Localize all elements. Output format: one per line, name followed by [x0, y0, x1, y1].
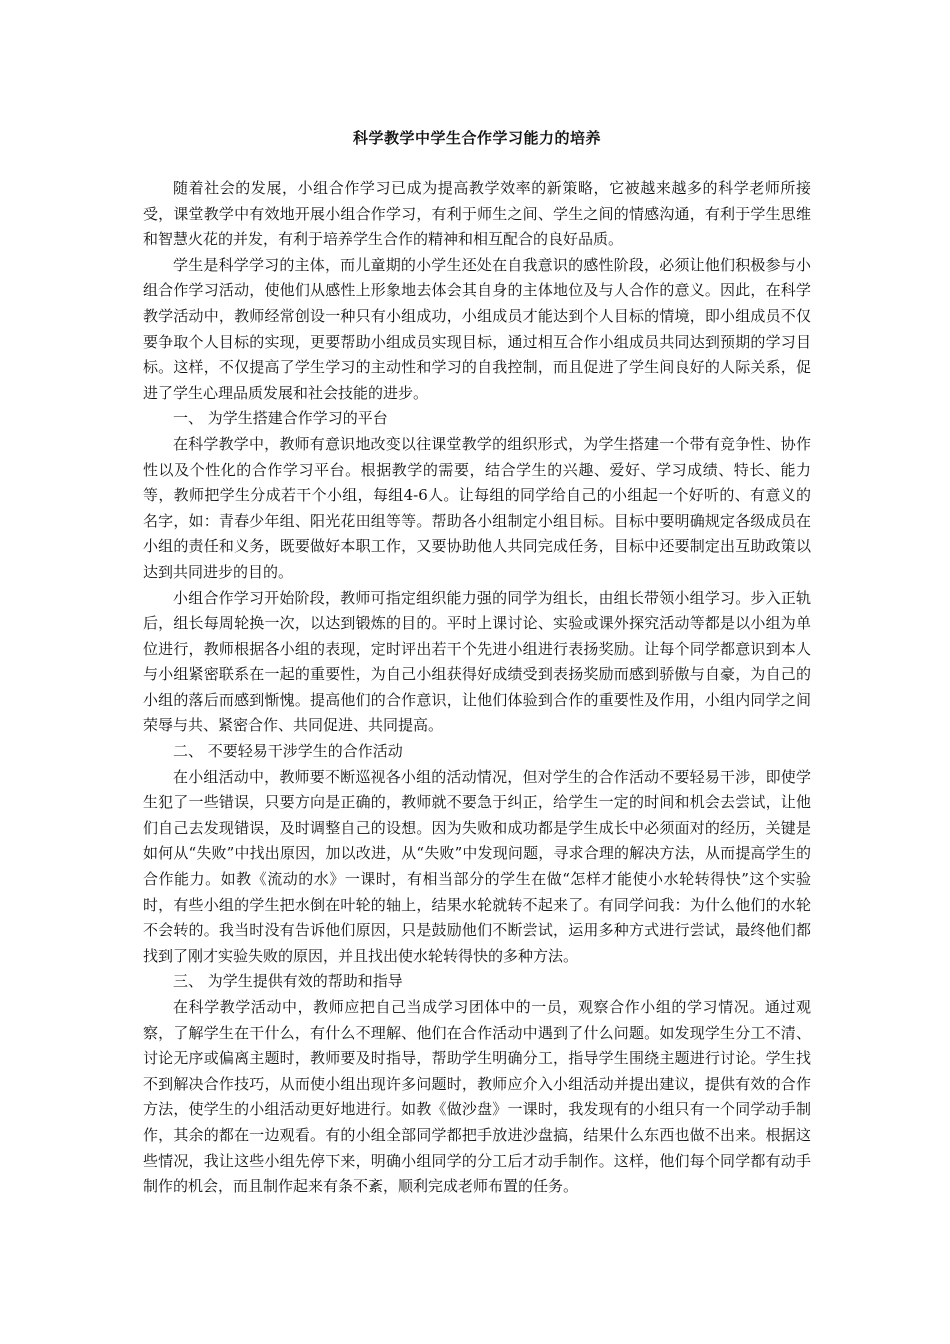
section-heading-1: 一、 为学生搭建合作学习的平台: [173, 409, 388, 428]
paragraph-section-3: 在科学教学活动中，教师应把自己当成学习团体中的一员，观察合作小组的学习情况。通过观察，了解学生在干什么，有什么不理解、他们在合作活动中遇到了什么问题。如发现学生分工不清、讨论无序或偏离主题时，教师要及时指导，帮助学生明确分工，指导学生围绕主题进行讨论。学生找不到解决合作技巧，从而使小组出现许多问题时，教师应介入小组活动并提出建议，提供有效的合作方法，使学生的小组活动更好地进行。如教《做沙盘》一课时，我发现有的小组只有一个同学动手制作，其余的都在一边观看。有的小组全部同学都把手放进沙盘搞，结果什么东西也做不出来。根据这些情况，我让这些小组先停下来，明确小组同学的分工后才动手制作。这样，他们每个同学都有动手制作的机会，而且制作起来有条不紊，顺利完成老师布置的任务。: [143, 998, 811, 1196]
document-title: 科学教学中学生合作学习能力的培养: [352, 129, 601, 147]
paragraph-section-1-b: 小组合作学习开始阶段，教师可指定组织能力强的同学为组长，由组长带领小组学习。步入正轨后，组长每周轮换一次，以达到锻炼的目的。平时上课讨论、实验或课外探究活动等都是以小组为单位进行，教师根据各小组的表现，定时评出若干个先进小组进行表扬奖励。让每个同学都意识到本人与小组紧密联系在一起的重要性，为自己小组获得好成绩受到表扬奖励而感到骄傲与自豪，为自己的小组的落后而感到惭愧。提高他们的合作意识，让他们体验到合作的重要性及作用，小组内同学之间荣辱与共、紧密合作、共同促进、共同提高。: [143, 588, 811, 735]
paragraph-student-subject: 学生是科学学习的主体，而儿童期的小学生还处在自我意识的感性阶段，必须让他们积极参与小组合作学习活动，使他们从感性上形象地去体会其自身的主体地位及与人合作的意义。因此，在科学教学活动中，教师经常创设一种只有小组成功，小组成员才能达到个人目标的情境，即小组成员不仅要争取个人目标的实现，更要帮助小组成员实现目标，通过相互合作小组成员共同达到预期的学习目标。这样，不仅提高了学生学习的主动性和学习的自我控制，而且促进了学生间良好的人际关系，促进了学生心理品质发展和社会技能的进步。: [143, 255, 811, 402]
paragraph-section-1-a: 在科学教学中，教师有意识地改变以往课堂教学的组织形式，为学生搭建一个带有竞争性、协作性以及个性化的合作学习平台。根据教学的需要，结合学生的兴趣、爱好、学习成绩、特长、能力等，教师把学生分成若干个小组，每组4-6人。让每组的同学给自己的小组起一个好听的、有意义的名字，如：青春少年组、阳光花田组等等。帮助各小组制定小组目标。目标中要明确规定各级成员在小组的责任和义务，既要做好本职工作，又要协助他人共同完成任务，目标中还要制定出互助政策以达到共同进步的目的。: [143, 434, 811, 581]
document-page: [143, 128, 811, 1200]
paragraph-intro: 随着社会的发展，小组合作学习已成为提高教学效率的新策略，它被越来越多的科学老师所接受，课堂教学中有效地开展小组合作学习，有利于师生之间、学生之间的情感沟通，有利于学生思维和智慧火花的并发，有利于培养学生合作的精神和相互配合的良好品质。: [143, 179, 811, 249]
section-heading-2: 二、 不要轻易干涉学生的合作活动: [173, 742, 403, 761]
section-heading-3: 三、 为学生提供有效的帮助和指导: [173, 972, 403, 991]
paragraph-section-2: 在小组活动中，教师要不断巡视各小组的活动情况，但对学生的合作活动不要轻易干涉，即使学生犯了一些错误，只要方向是正确的，教师就不要急于纠正，给学生一定的时间和机会去尝试，让他们自己去发现错误，及时调整自己的设想。因为失败和成功都是学生成长中必须面对的经历，关键是如何从“失败”中找出原因，加以改进，从“失败”中发现问题，寻求合理的解决方法，从而提高学生的合作能力。如教《流动的水》一课时，有相当部分的学生在做“怎样才能使小水轮转得快”这个实验时，有些小组的学生把水倒在叶轮的轴上，结果水轮就转不起来了。有同学问我：为什么他们的水轮不会转的。我当时没有告诉他们原因，只是鼓励他们不断尝试，运用多种方式进行尝试，最终他们都找到了刚才实验失败的原因，并且找出使水轮转得快的多种方法。: [143, 767, 811, 965]
